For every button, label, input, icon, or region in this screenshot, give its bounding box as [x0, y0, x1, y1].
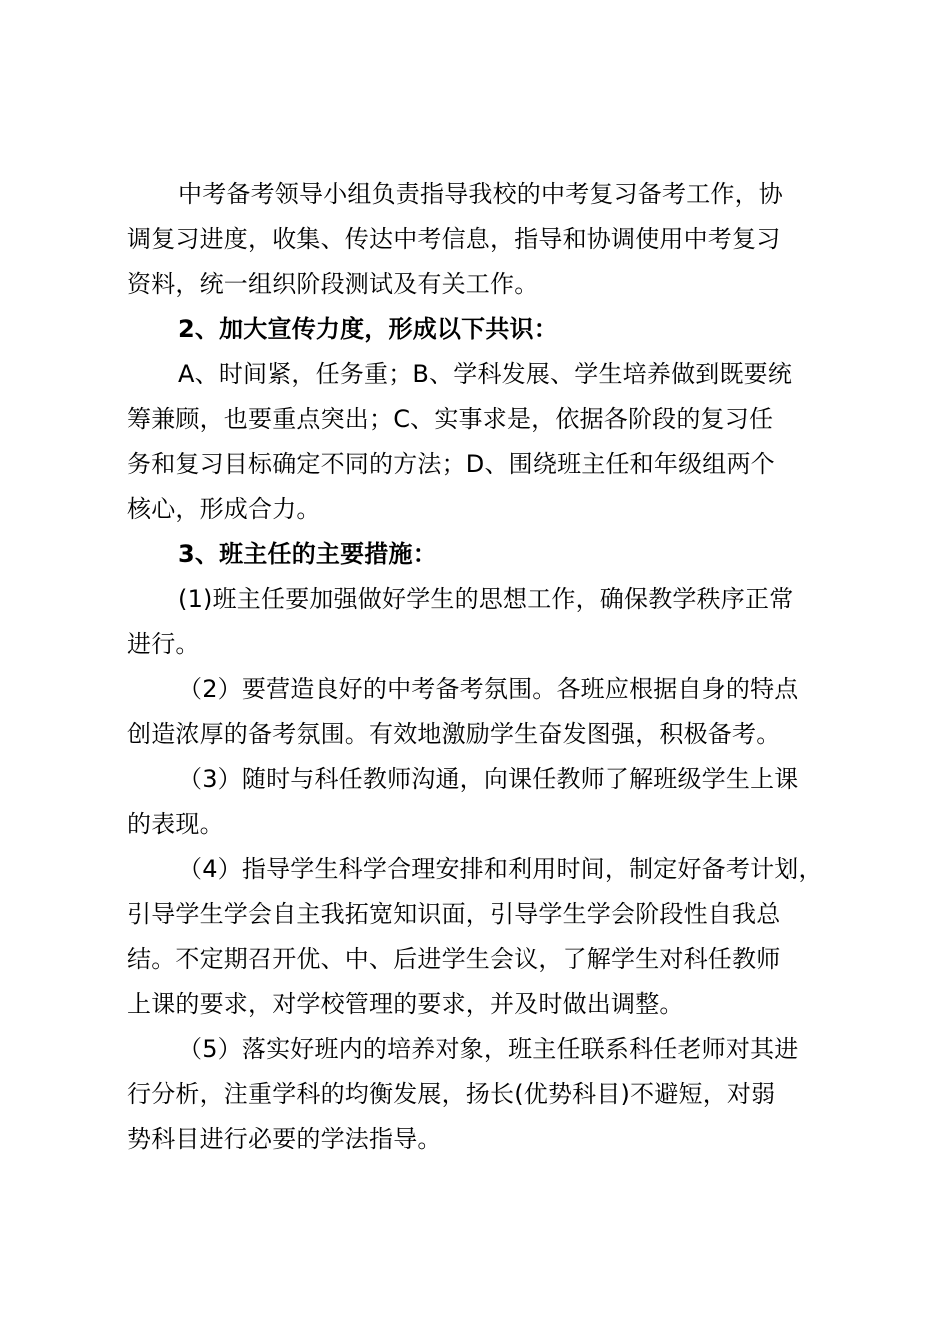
- paragraph-1-line-3: 资料，统一组织阶段测试及有关工作。: [127, 270, 539, 298]
- measure-4-line-3: 结。不定期召开优、中、后进学生会议，了解学生对科任教师: [127, 945, 781, 973]
- paragraph-1-line-1: 中考备考领导小组负责指导我校的中考复习备考工作，协: [178, 180, 783, 208]
- measure-4-line-1: （4）指导学生科学合理安排和利用时间，制定好备考计划，: [178, 855, 823, 883]
- measure-2-line-1: （2）要营造良好的中考备考氛围。各班应根据自身的特点: [178, 675, 799, 703]
- measure-5-line-1: （5）落实好班内的培养对象，班主任联系科任老师对其进: [178, 1035, 799, 1063]
- measure-4-line-2: 引导学生学会自主我拓宽知识面，引导学生学会阶段性自我总: [127, 900, 781, 928]
- section-heading-3: 3、班主任的主要措施：: [178, 540, 437, 568]
- section-heading-2: 2、加大宣传力度，形成以下共识：: [178, 315, 558, 343]
- measure-3-line-2: 的表现。: [127, 810, 224, 838]
- measure-2-line-2: 创造浓厚的备考氛围。有效地激励学生奋发图强，积极备考。: [127, 720, 781, 748]
- paragraph-1-line-2: 调复习进度，收集、传达中考信息，指导和协调使用中考复习: [127, 225, 781, 253]
- measure-1-line-1: (1)班主任要加强做好学生的思想工作，确保教学秩序正常: [178, 585, 794, 613]
- paragraph-2-line-3: 务和复习目标确定不同的方法；D、围绕班主任和年级组两个: [127, 450, 775, 478]
- measure-1-line-2: 进行。: [127, 630, 200, 658]
- measure-5-line-3: 势科目进行必要的学法指导。: [127, 1125, 442, 1153]
- paragraph-2-line-1: A、时间紧，任务重；B、学科发展、学生培养做到既要统: [178, 360, 793, 388]
- measure-3-line-1: （3）随时与科任教师沟通，向课任教师了解班级学生上课: [178, 765, 799, 793]
- paragraph-2-line-4: 核心，形成合力。: [127, 495, 321, 523]
- paragraph-2-line-2: 筹兼顾，也要重点突出；C、实事求是，依据各阶段的复习任: [127, 405, 774, 433]
- measure-5-line-2: 行分析，注重学科的均衡发展，扬长(优势科目)不避短，对弱: [127, 1080, 776, 1108]
- measure-4-line-4: 上课的要求，对学校管理的要求，并及时做出调整。: [127, 990, 684, 1018]
